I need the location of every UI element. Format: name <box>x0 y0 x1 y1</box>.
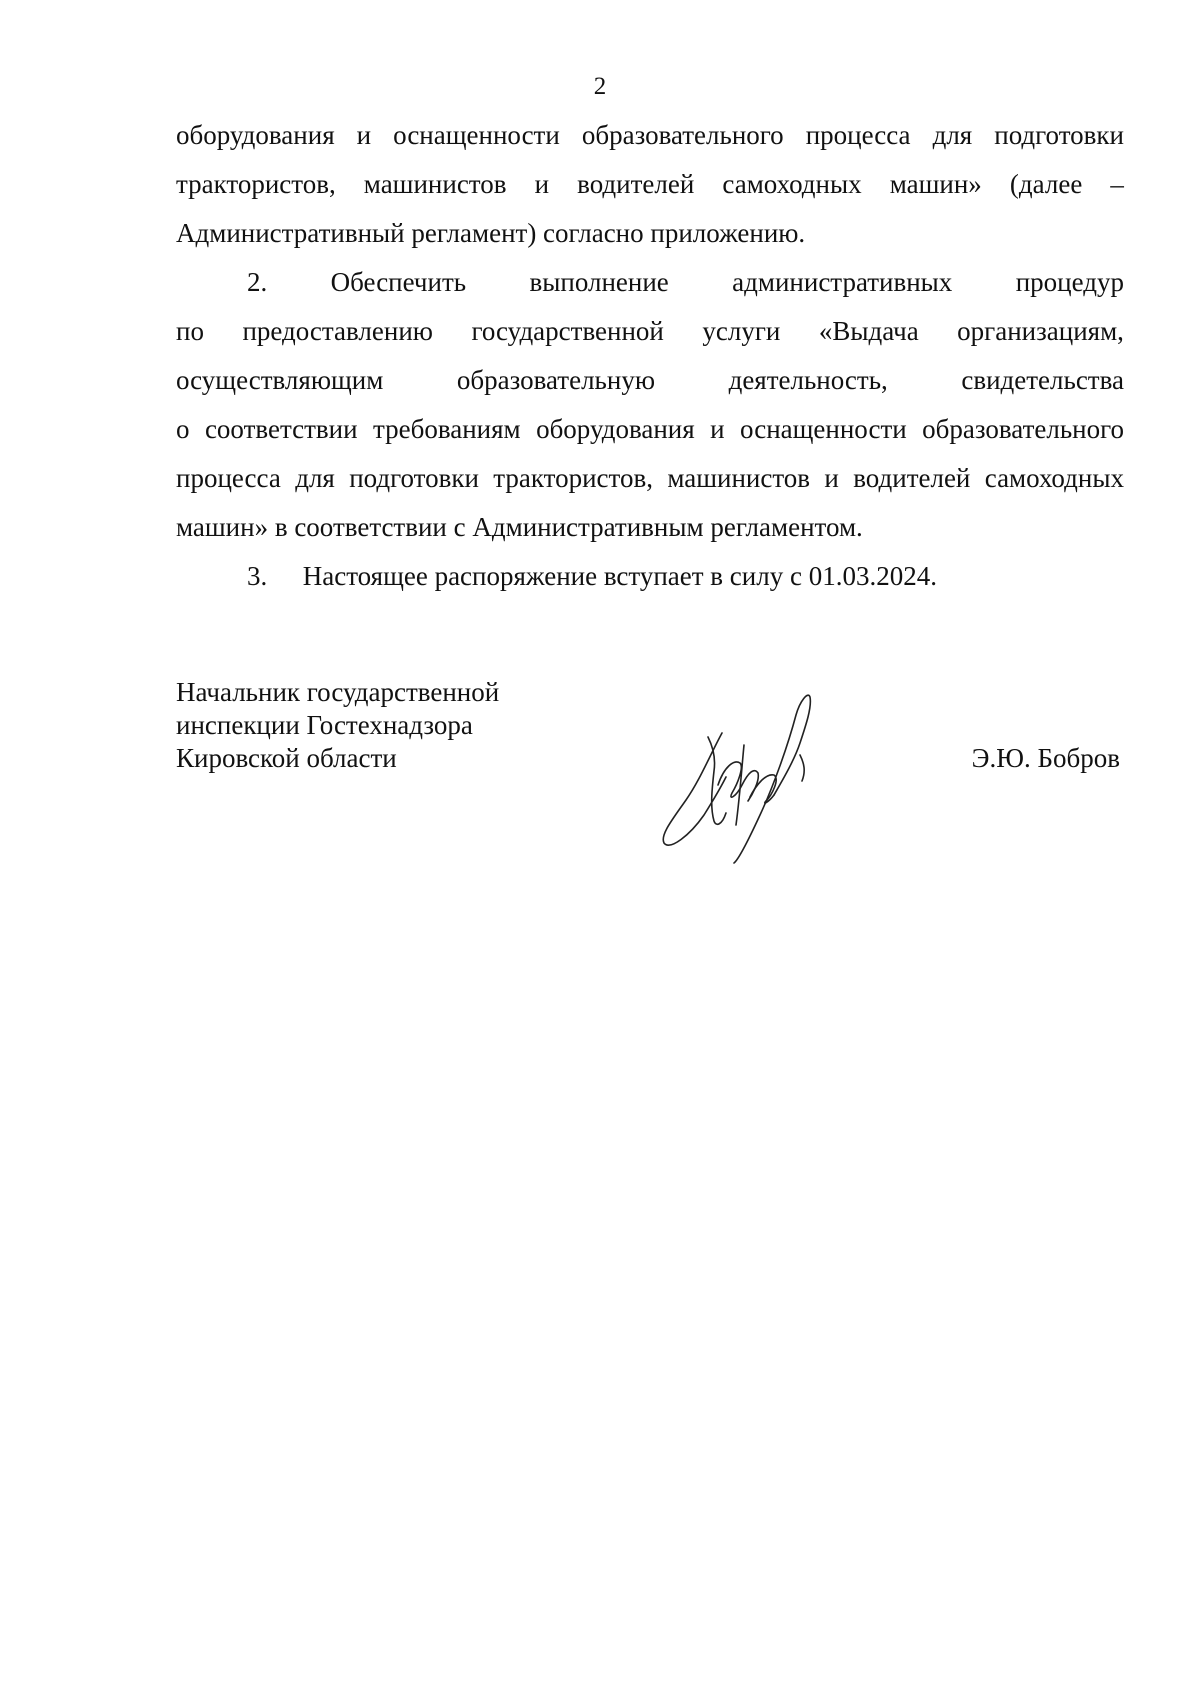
word: соответствии <box>204 414 358 444</box>
page-number: 2 <box>593 73 607 100</box>
word: оборудования <box>176 120 335 150</box>
paragraph-1-line-2 <box>176 160 1124 209</box>
word: образовательную <box>456 365 655 395</box>
word: самоходных <box>984 463 1124 493</box>
word: образовательного <box>922 414 1124 444</box>
word: для <box>295 463 335 493</box>
signatory-position-line-1: Начальник государственной <box>176 677 500 707</box>
paragraph-2-word: Обеспечить <box>330 267 467 297</box>
paragraph-2-word: выполнение <box>529 267 669 297</box>
paragraph-1-line-3: Административный регламент) согласно приложению. <box>176 218 806 248</box>
word: оснащенности <box>393 120 560 150</box>
word: свидетельства <box>961 365 1124 395</box>
word: и <box>710 414 725 444</box>
word: «Выдача <box>818 316 919 346</box>
word: осуществляющим <box>176 365 384 395</box>
word: процесса <box>176 463 281 493</box>
word: машинистов <box>363 169 507 199</box>
paragraph-3-number: 3. <box>247 561 268 591</box>
word: машин» <box>889 169 982 199</box>
signatory-position-line-3: Кировской области <box>176 743 397 773</box>
paragraph-2-line-4 <box>176 405 1124 454</box>
word: – <box>1110 169 1124 199</box>
word: и <box>356 120 372 150</box>
word: для <box>932 120 973 150</box>
word: и <box>534 169 550 199</box>
word: предоставлению <box>242 316 433 346</box>
word: по <box>176 316 204 346</box>
paragraph-1-line-1 <box>176 111 1124 160</box>
paragraph-1 <box>176 111 1124 258</box>
word: водителей <box>853 463 971 493</box>
paragraph-3-line-1 <box>176 552 1124 601</box>
word: деятельность, <box>728 365 888 395</box>
signatory-position <box>176 676 499 775</box>
word: (далее <box>1009 169 1083 199</box>
word: оснащенности <box>740 414 907 444</box>
word: процесса <box>805 120 911 150</box>
word: трактористов, <box>493 463 653 493</box>
word: и <box>824 463 839 493</box>
paragraph-2-line-5 <box>176 454 1124 503</box>
word: подготовки <box>349 463 479 493</box>
paragraph-2 <box>176 258 1124 552</box>
paragraph-2-line-6: машин» в соответствии с Административным регламентом. <box>176 512 863 542</box>
word: машинистов <box>667 463 811 493</box>
word: организациям, <box>957 316 1124 346</box>
word: водителей <box>577 169 695 199</box>
paragraph-3 <box>176 552 1124 601</box>
word: трактористов, <box>176 169 336 199</box>
word: государственной <box>471 316 664 346</box>
word: требованиям <box>372 414 521 444</box>
paragraph-2-word: административных <box>732 267 953 297</box>
handwritten-signature <box>650 685 830 870</box>
word: услуги <box>702 316 781 346</box>
paragraph-2-line-3 <box>176 356 1124 405</box>
signatory-position-line-2: инспекции Гостехнадзора <box>176 710 473 740</box>
paragraph-2-word: процедур <box>1015 267 1124 297</box>
word: самоходных <box>722 169 862 199</box>
word: подготовки <box>994 120 1124 150</box>
paragraph-3-text: Настоящее распоряжение вступает в силу с 01.03.2024. <box>302 561 937 591</box>
word: образовательного <box>581 120 784 150</box>
word: о <box>176 414 190 444</box>
paragraph-2-number: 2. <box>247 267 268 297</box>
paragraph-2-line-2 <box>176 307 1124 356</box>
paragraph-2-line-1 <box>176 258 1124 307</box>
word: оборудования <box>536 414 695 444</box>
signatory-name: Э.Ю. Бобров <box>971 743 1120 773</box>
